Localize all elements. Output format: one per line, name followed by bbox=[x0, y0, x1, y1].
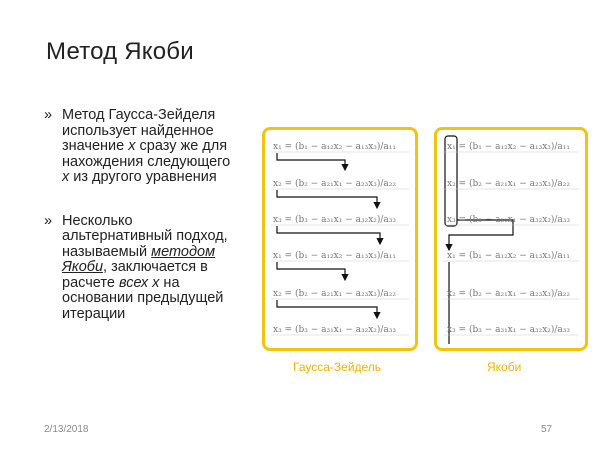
bullet-line: основании предыдущей bbox=[62, 290, 224, 306]
flow-arrow bbox=[277, 226, 380, 244]
bullet-line: использует найденное bbox=[62, 122, 214, 139]
bullet-line bbox=[62, 139, 244, 155]
bullet-line: Несколько bbox=[62, 212, 133, 229]
emphasis-jacobi: Якоби bbox=[62, 259, 104, 275]
equation-x3: x₃ = (b₃ − a₃₁x₁ − a₃₂x₂)/a₃₃ bbox=[273, 215, 397, 225]
bullet-line: Метод Гаусса-Зейделя bbox=[62, 107, 216, 123]
equation-x2: x₂ = (b₂ − a₂₁x₁ − a₂₃x₃)/a₂₂ bbox=[447, 289, 571, 299]
equation-x2: x₂ = (b₂ − a₂₁x₁ − a₂₃x₃)/a₂₂ bbox=[273, 179, 397, 189]
bullet-jacobi bbox=[44, 214, 244, 323]
flow-arrow bbox=[277, 190, 377, 208]
jacobi-panel bbox=[434, 127, 588, 351]
gauss-seidel-diagram bbox=[265, 130, 415, 348]
jacobi-diagram bbox=[437, 130, 585, 348]
bullet-line bbox=[62, 260, 244, 276]
equation-x1: x₁ = (b₁ − a₁₂x₂ − a₁₃x₃)/a₁₁ bbox=[273, 142, 397, 152]
bullet-gauss-seidel bbox=[44, 108, 244, 186]
bullet-line: итерации bbox=[62, 305, 126, 322]
variable-x: x bbox=[62, 169, 70, 185]
flow-arrow bbox=[277, 153, 345, 170]
flow-arrow bbox=[277, 300, 377, 318]
gauss-seidel-panel bbox=[262, 127, 418, 351]
text-run: сразу же для bbox=[135, 138, 228, 154]
bullet-marker: » bbox=[44, 212, 53, 229]
text-run: называемый bbox=[62, 243, 152, 260]
slide-title: Метод Якоби bbox=[46, 38, 194, 65]
equation-x3: x₃ = (b₃ − a₃₁x₁ − a₃₂x₂)/a₃₃ bbox=[447, 215, 571, 225]
flow-arrow bbox=[277, 262, 345, 280]
text-run: значение bbox=[62, 138, 129, 154]
footer-page-number: 57 bbox=[541, 424, 553, 435]
equation-x1: x₁ = (b₁ − a₁₂x₂ − a₁₃x₃)/a₁₁ bbox=[447, 251, 571, 261]
emphasis-all-x: всех x bbox=[118, 274, 160, 291]
equation-x1: x₁ = (b₁ − a₁₂x₂ − a₁₃x₃)/a₁₁ bbox=[447, 142, 571, 152]
emphasis-method: методом bbox=[151, 243, 216, 260]
equation-x3: x₃ = (b₃ − a₃₁x₁ − a₃₂x₂)/a₃₃ bbox=[273, 325, 397, 335]
caption-gauss-seidel: Гаусса-Зейдель bbox=[293, 360, 382, 374]
bullet-line bbox=[62, 245, 244, 261]
equation-x3: x₃ = (b₃ − a₃₁x₁ − a₃₂x₂)/a₃₃ bbox=[447, 325, 571, 335]
bullet-list bbox=[44, 108, 244, 350]
caption-jacobi: Якоби bbox=[487, 360, 522, 374]
text-run: из другого уравнения bbox=[69, 169, 217, 185]
bullet-line bbox=[62, 170, 244, 186]
text-run: , заключается в bbox=[103, 259, 208, 275]
footer-date: 2/13/2018 bbox=[44, 424, 89, 435]
equation-x2: x₂ = (b₂ − a₂₁x₁ − a₂₃x₃)/a₂₂ bbox=[447, 179, 571, 189]
equation-x1: x₁ = (b₁ − a₁₂x₂ − a₁₃x₃)/a₁₁ bbox=[273, 251, 397, 261]
bullet-marker: » bbox=[44, 107, 53, 123]
bullet-line: нахождения следующего bbox=[62, 153, 231, 170]
text-run: расчете bbox=[62, 274, 119, 291]
bullet-line bbox=[62, 276, 244, 292]
variable-x: x bbox=[128, 138, 136, 154]
text-run: на bbox=[159, 274, 180, 291]
equation-x2: x₂ = (b₂ − a₂₁x₁ − a₂₃x₃)/a₂₂ bbox=[273, 289, 397, 299]
bullet-line: альтернативный подход, bbox=[62, 228, 228, 244]
